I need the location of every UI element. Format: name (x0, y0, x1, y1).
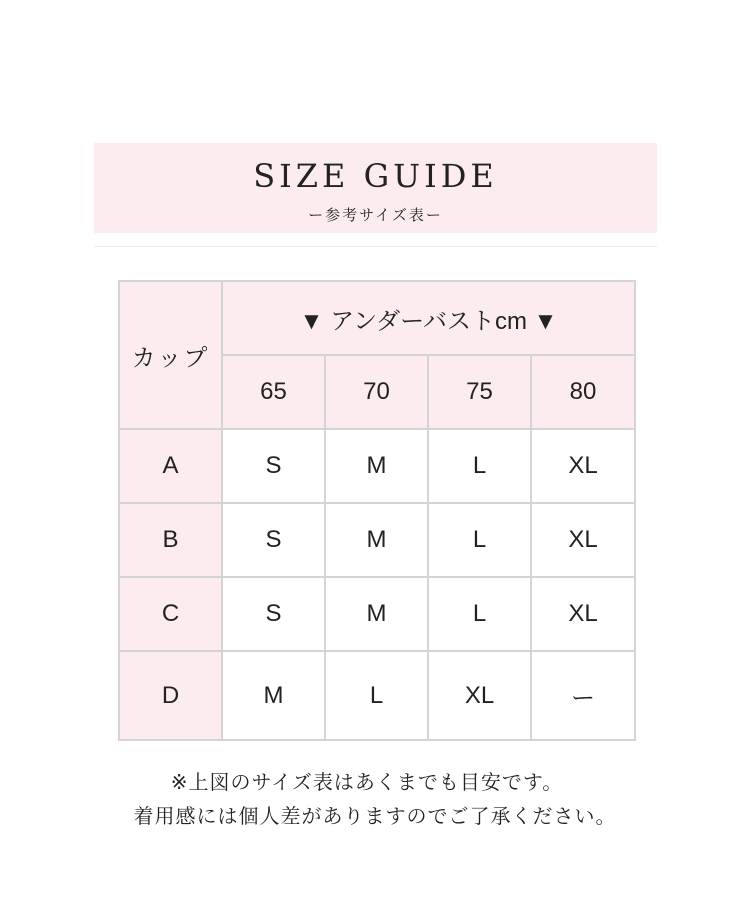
size-cell: L (325, 651, 428, 740)
size-cell: S (222, 429, 325, 503)
size-cell: XL (531, 503, 635, 577)
underbust-header-cell: ▼ アンダーバストcm ▼ (222, 281, 635, 355)
underbust-size-cell: 65 (222, 355, 325, 429)
cup-cell: D (119, 651, 222, 740)
page-subtitle: ー参考サイズ表ー (308, 206, 443, 224)
underbust-size-cell: 70 (325, 355, 428, 429)
cup-cell: C (119, 577, 222, 651)
header-band (94, 143, 657, 233)
size-cell: XL (428, 651, 531, 740)
size-cell: S (222, 503, 325, 577)
table-row (119, 503, 635, 577)
size-cell: S (222, 577, 325, 651)
size-table (118, 280, 636, 741)
size-cell: M (325, 503, 428, 577)
cup-cell: A (119, 429, 222, 503)
table-row (119, 651, 635, 740)
note-line-2: 着用感には個人差がありますのでご了承ください。 (133, 804, 617, 828)
size-cell: M (325, 429, 428, 503)
size-cell: L (428, 503, 531, 577)
cup-header-cell: カップ (119, 281, 222, 429)
underbust-size-cell: 75 (428, 355, 531, 429)
cup-cell: B (119, 503, 222, 577)
size-cell: ー (531, 651, 635, 740)
table-row (119, 429, 635, 503)
underbust-size-cell: 80 (531, 355, 635, 429)
size-cell: XL (531, 577, 635, 651)
size-cell: L (428, 577, 531, 651)
page-title: SIZE GUIDE (253, 157, 498, 195)
table-row (119, 577, 635, 651)
size-cell: M (222, 651, 325, 740)
divider (94, 246, 657, 247)
table-header-row (119, 281, 635, 355)
size-cell: XL (531, 429, 635, 503)
note-line-1: ※上図のサイズ表はあくまでも目安です。 (170, 770, 564, 794)
size-cell: L (428, 429, 531, 503)
size-cell: M (325, 577, 428, 651)
